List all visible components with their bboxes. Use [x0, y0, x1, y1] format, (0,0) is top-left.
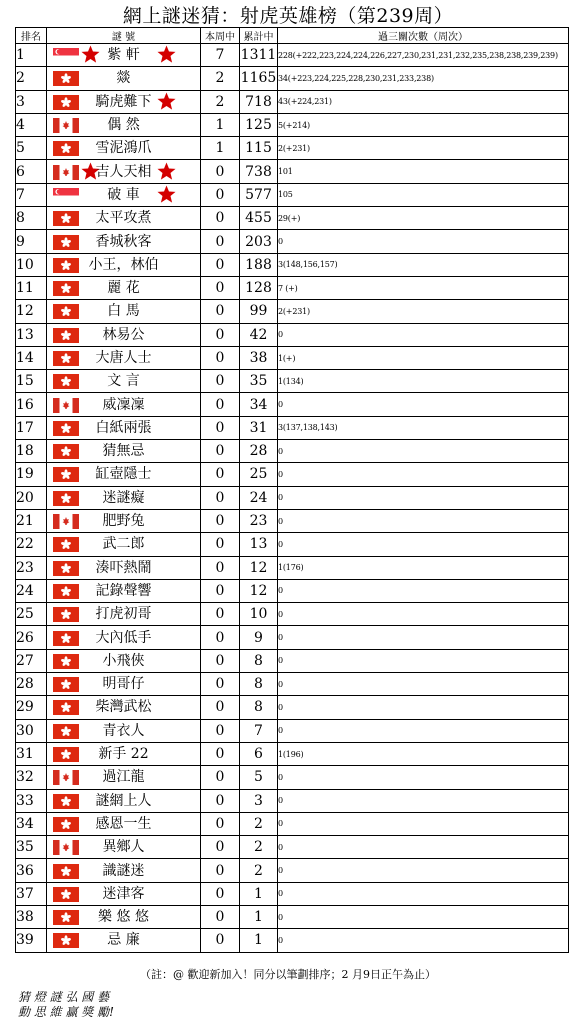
player-name: 忌 廉 — [107, 932, 140, 949]
total-count-cell: 2 — [240, 812, 278, 835]
rank-cell: 7 — [16, 183, 47, 206]
rank-cell: 9 — [16, 230, 47, 253]
rank-cell: 34 — [16, 812, 47, 835]
table-row — [16, 696, 569, 719]
week-count-cell: 0 — [201, 812, 240, 835]
player-cell — [47, 579, 201, 602]
table-row — [16, 859, 569, 882]
week-count-cell: 0 — [201, 207, 240, 230]
week-count-cell: 0 — [201, 579, 240, 602]
history-cell: 0 — [278, 859, 569, 882]
player-cell — [47, 393, 201, 416]
player-name: 青衣人 — [102, 722, 145, 739]
history-cell: 0 — [278, 696, 569, 719]
player-cell — [47, 812, 201, 835]
week-count-cell: 0 — [201, 766, 240, 789]
total-count-cell: 12 — [240, 556, 278, 579]
table-row — [16, 160, 569, 183]
total-count-cell: 577 — [240, 183, 278, 206]
week-count-cell: 0 — [201, 789, 240, 812]
week-count-cell: 0 — [201, 696, 240, 719]
total-count-cell: 38 — [240, 346, 278, 369]
week-count-cell: 0 — [201, 440, 240, 463]
player-cell — [47, 859, 201, 882]
rank-cell: 1 — [16, 44, 47, 67]
week-count-cell: 0 — [201, 742, 240, 765]
rank-cell: 12 — [16, 300, 47, 323]
total-count-cell: 738 — [240, 160, 278, 183]
player-cell — [47, 207, 201, 230]
table-row — [16, 905, 569, 928]
table-row — [16, 440, 569, 463]
total-count-cell: 28 — [240, 440, 278, 463]
history-cell: 0 — [278, 463, 569, 486]
history-cell: 0 — [278, 789, 569, 812]
week-count-cell: 0 — [201, 859, 240, 882]
player-name: 感恩一生 — [95, 815, 152, 832]
player-name: 謎網上人 — [95, 792, 152, 809]
history-cell: 0 — [278, 649, 569, 672]
player-cell — [47, 929, 201, 952]
rank-cell: 24 — [16, 579, 47, 602]
player-cell — [47, 882, 201, 905]
history-cell: 2(+231) — [278, 137, 569, 160]
player-cell — [47, 160, 201, 183]
table-row — [16, 929, 569, 952]
history-cell: 0 — [278, 440, 569, 463]
week-count-cell: 1 — [201, 113, 240, 136]
week-count-cell: 0 — [201, 230, 240, 253]
table-row — [16, 44, 569, 67]
history-cell: 0 — [278, 766, 569, 789]
player-name: 香城秋客 — [95, 233, 152, 250]
header-week: 本周中 — [201, 28, 240, 44]
player-name: 紫 軒 — [107, 47, 140, 64]
player-cell — [47, 509, 201, 532]
table-row — [16, 812, 569, 835]
history-cell: 0 — [278, 393, 569, 416]
player-cell — [47, 90, 201, 113]
player-cell — [47, 556, 201, 579]
header-history: 過三關次數（周次） — [278, 28, 569, 44]
total-count-cell: 718 — [240, 90, 278, 113]
table-row — [16, 230, 569, 253]
rank-cell: 10 — [16, 253, 47, 276]
week-count-cell: 0 — [201, 719, 240, 742]
player-name: 文 言 — [107, 373, 140, 390]
table-header-row — [16, 28, 569, 44]
total-count-cell: 34 — [240, 393, 278, 416]
week-count-cell: 0 — [201, 882, 240, 905]
rank-cell: 3 — [16, 90, 47, 113]
rank-cell: 33 — [16, 789, 47, 812]
rank-cell: 22 — [16, 533, 47, 556]
rank-cell: 14 — [16, 346, 47, 369]
player-cell — [47, 183, 201, 206]
history-cell: 228(+222,223,224,224,226,227,230,231,231,232,235,238,238,239,239) — [278, 44, 569, 67]
history-cell: 3(137,138,143) — [278, 416, 569, 439]
table-row — [16, 370, 569, 393]
player-cell — [47, 766, 201, 789]
player-cell — [47, 67, 201, 90]
table-row — [16, 346, 569, 369]
history-cell: 29(+) — [278, 207, 569, 230]
player-name: 識謎迷 — [102, 862, 145, 879]
history-cell: 0 — [278, 882, 569, 905]
page-title: 網上謎迷猜：射虎英雄榜（第239周） — [122, 5, 454, 27]
week-count-cell: 0 — [201, 393, 240, 416]
slogan-line-1: 猜 燈 謎 弘 國 藝 — [18, 990, 110, 1004]
rank-cell: 23 — [16, 556, 47, 579]
week-count-cell: 0 — [201, 370, 240, 393]
history-cell: 0 — [278, 579, 569, 602]
player-name: 騎虎難下 — [95, 93, 152, 110]
week-count-cell: 0 — [201, 160, 240, 183]
week-count-cell: 0 — [201, 416, 240, 439]
header-name: 謎 號 — [47, 28, 201, 44]
player-name: 打虎初哥 — [95, 606, 152, 623]
player-name: 破 車 — [107, 186, 140, 203]
total-count-cell: 12 — [240, 579, 278, 602]
player-name: 湊吓熱鬧 — [95, 559, 152, 576]
player-name: 太平攻煮 — [95, 210, 152, 227]
player-name: 武二郎 — [102, 536, 145, 553]
total-count-cell: 455 — [240, 207, 278, 230]
table-row — [16, 626, 569, 649]
week-count-cell: 7 — [201, 44, 240, 67]
history-cell: 1(176) — [278, 556, 569, 579]
total-count-cell: 7 — [240, 719, 278, 742]
total-count-cell: 35 — [240, 370, 278, 393]
player-name: 燚 — [116, 70, 131, 87]
player-cell — [47, 370, 201, 393]
total-count-cell: 25 — [240, 463, 278, 486]
history-cell: 0 — [278, 486, 569, 509]
total-count-cell: 115 — [240, 137, 278, 160]
total-count-cell: 42 — [240, 323, 278, 346]
history-cell: 0 — [278, 626, 569, 649]
week-count-cell: 0 — [201, 323, 240, 346]
player-name: 偶 然 — [107, 117, 140, 134]
table-row — [16, 649, 569, 672]
total-count-cell: 2 — [240, 836, 278, 859]
player-cell — [47, 253, 201, 276]
rank-cell: 11 — [16, 276, 47, 299]
player-cell — [47, 276, 201, 299]
player-cell — [47, 323, 201, 346]
table-row — [16, 789, 569, 812]
rank-cell: 4 — [16, 113, 47, 136]
rank-cell: 27 — [16, 649, 47, 672]
table-row — [16, 556, 569, 579]
header-total: 累計中 — [240, 28, 278, 44]
history-cell: 1(+) — [278, 346, 569, 369]
player-cell — [47, 463, 201, 486]
player-name: 大唐人士 — [95, 350, 152, 366]
rank-cell: 21 — [16, 509, 47, 532]
history-cell: 0 — [278, 603, 569, 626]
total-count-cell: 2 — [240, 859, 278, 882]
player-name: 猜無忌 — [102, 443, 145, 460]
total-count-cell: 9 — [240, 626, 278, 649]
table-row — [16, 90, 569, 113]
player-cell — [47, 346, 201, 369]
rank-cell: 39 — [16, 929, 47, 952]
total-count-cell: 1 — [240, 882, 278, 905]
table-row — [16, 579, 569, 602]
rank-cell: 5 — [16, 137, 47, 160]
history-cell: 101 — [278, 160, 569, 183]
history-cell: 0 — [278, 230, 569, 253]
week-count-cell: 0 — [201, 905, 240, 928]
week-count-cell: 0 — [201, 673, 240, 696]
history-cell: 3(148,156,157) — [278, 253, 569, 276]
player-name: 異鄉人 — [102, 839, 145, 856]
table-row — [16, 882, 569, 905]
player-cell — [47, 486, 201, 509]
player-name: 樂 悠 悠 — [98, 909, 149, 926]
week-count-cell: 0 — [201, 183, 240, 206]
player-name: 白紙兩張 — [95, 419, 152, 436]
week-count-cell: 2 — [201, 67, 240, 90]
player-name: 麗 花 — [107, 280, 140, 297]
total-count-cell: 1 — [240, 929, 278, 952]
total-count-cell: 13 — [240, 533, 278, 556]
rank-cell: 18 — [16, 440, 47, 463]
player-name: 明哥仔 — [102, 676, 145, 693]
player-cell — [47, 836, 201, 859]
player-name: 大內低手 — [95, 629, 152, 646]
player-cell — [47, 113, 201, 136]
player-cell — [47, 626, 201, 649]
rank-cell: 20 — [16, 486, 47, 509]
history-cell: 0 — [278, 812, 569, 835]
history-cell: 0 — [278, 323, 569, 346]
total-count-cell: 128 — [240, 276, 278, 299]
rank-cell: 15 — [16, 370, 47, 393]
player-name: 肥野兔 — [102, 513, 145, 530]
rank-cell: 35 — [16, 836, 47, 859]
history-cell: 0 — [278, 905, 569, 928]
player-name: 迷津客 — [102, 885, 145, 902]
week-count-cell: 0 — [201, 300, 240, 323]
week-count-cell: 0 — [201, 346, 240, 369]
table-row — [16, 533, 569, 556]
history-cell: 2(+231) — [278, 300, 569, 323]
player-name: 記錄聲響 — [95, 582, 152, 599]
total-count-cell: 203 — [240, 230, 278, 253]
rank-cell: 31 — [16, 742, 47, 765]
rank-cell: 28 — [16, 673, 47, 696]
history-cell: 0 — [278, 673, 569, 696]
week-count-cell: 0 — [201, 556, 240, 579]
table-row — [16, 323, 569, 346]
rank-cell: 26 — [16, 626, 47, 649]
table-row — [16, 137, 569, 160]
history-cell: 0 — [278, 719, 569, 742]
week-count-cell: 0 — [201, 253, 240, 276]
total-count-cell: 6 — [240, 742, 278, 765]
total-count-cell: 1311 — [240, 44, 278, 67]
total-count-cell: 24 — [240, 486, 278, 509]
player-cell — [47, 533, 201, 556]
player-cell — [47, 603, 201, 626]
total-count-cell: 99 — [240, 300, 278, 323]
rank-cell: 17 — [16, 416, 47, 439]
total-count-cell: 10 — [240, 603, 278, 626]
player-cell — [47, 230, 201, 253]
player-name: 過江龍 — [102, 769, 145, 786]
week-count-cell: 0 — [201, 533, 240, 556]
history-cell: 0 — [278, 929, 569, 952]
total-count-cell: 125 — [240, 113, 278, 136]
table-row — [16, 766, 569, 789]
player-cell — [47, 416, 201, 439]
history-cell: 5(+214) — [278, 113, 569, 136]
rank-cell: 2 — [16, 67, 47, 90]
history-cell: 1(196) — [278, 742, 569, 765]
week-count-cell: 2 — [201, 90, 240, 113]
rank-cell: 25 — [16, 603, 47, 626]
table-row — [16, 463, 569, 486]
history-cell: 105 — [278, 183, 569, 206]
player-cell — [47, 719, 201, 742]
history-cell: 0 — [278, 533, 569, 556]
rank-cell: 30 — [16, 719, 47, 742]
total-count-cell: 8 — [240, 696, 278, 719]
week-count-cell: 0 — [201, 626, 240, 649]
player-name: 新手 22 — [98, 746, 149, 763]
history-cell: 34(+223,224,225,228,230,231,233,238) — [278, 67, 569, 90]
total-count-cell: 8 — [240, 673, 278, 696]
table-row — [16, 673, 569, 696]
header-rank: 排名 — [16, 28, 47, 44]
player-cell — [47, 696, 201, 719]
total-count-cell: 23 — [240, 509, 278, 532]
player-cell — [47, 673, 201, 696]
player-name: 迷謎癡 — [102, 489, 145, 506]
rank-cell: 13 — [16, 323, 47, 346]
player-cell — [47, 789, 201, 812]
table-row — [16, 486, 569, 509]
table-row — [16, 207, 569, 230]
rank-cell: 29 — [16, 696, 47, 719]
player-cell — [47, 905, 201, 928]
week-count-cell: 0 — [201, 486, 240, 509]
rank-cell: 37 — [16, 882, 47, 905]
slogan-line-2: 動 思 維 贏 獎 勵! — [18, 1005, 114, 1019]
rank-cell: 19 — [16, 463, 47, 486]
week-count-cell: 0 — [201, 929, 240, 952]
table-row — [16, 276, 569, 299]
week-count-cell: 0 — [201, 603, 240, 626]
player-name: 缸壺隱士 — [95, 466, 152, 483]
player-cell — [47, 44, 201, 67]
rank-cell: 6 — [16, 160, 47, 183]
table-row — [16, 836, 569, 859]
table-row — [16, 509, 569, 532]
table-row — [16, 253, 569, 276]
history-cell: 43(+224,231) — [278, 90, 569, 113]
history-cell: 0 — [278, 836, 569, 859]
table-row — [16, 300, 569, 323]
rank-cell: 32 — [16, 766, 47, 789]
table-row — [16, 742, 569, 765]
total-count-cell: 8 — [240, 649, 278, 672]
table-row — [16, 603, 569, 626]
week-count-cell: 0 — [201, 276, 240, 299]
week-count-cell: 0 — [201, 463, 240, 486]
total-count-cell: 3 — [240, 789, 278, 812]
total-count-cell: 1165 — [240, 67, 278, 90]
week-count-cell: 0 — [201, 509, 240, 532]
week-count-cell: 0 — [201, 649, 240, 672]
player-name: 白 馬 — [107, 303, 140, 320]
table-row — [16, 393, 569, 416]
week-count-cell: 0 — [201, 836, 240, 859]
rank-cell: 36 — [16, 859, 47, 882]
total-count-cell: 1 — [240, 905, 278, 928]
total-count-cell: 5 — [240, 766, 278, 789]
total-count-cell: 31 — [240, 416, 278, 439]
player-name: 小王，林伯 — [88, 256, 159, 273]
player-name: 吉人天相 — [95, 163, 152, 180]
rank-cell: 38 — [16, 905, 47, 928]
history-cell: 0 — [278, 509, 569, 532]
player-cell — [47, 649, 201, 672]
player-name: 小飛俠 — [102, 652, 145, 669]
player-cell — [47, 137, 201, 160]
history-cell: 1(134) — [278, 370, 569, 393]
player-name: 雪泥鴻爪 — [95, 140, 152, 157]
table-row — [16, 719, 569, 742]
leaderboard-table — [15, 27, 569, 953]
rank-cell: 16 — [16, 393, 47, 416]
table-row — [16, 416, 569, 439]
total-count-cell: 188 — [240, 253, 278, 276]
player-name: 威凜凜 — [102, 396, 145, 413]
player-name: 柴灣武松 — [95, 699, 152, 716]
rank-cell: 8 — [16, 207, 47, 230]
player-cell — [47, 300, 201, 323]
footer-note: （註：@ 歡迎新加入！同分以筆劃排序；2 月9日正午為止） — [140, 968, 436, 981]
table-row — [16, 113, 569, 136]
player-cell — [47, 440, 201, 463]
week-count-cell: 1 — [201, 137, 240, 160]
player-name: 林易公 — [102, 326, 145, 343]
table-row — [16, 67, 569, 90]
player-cell — [47, 742, 201, 765]
table-row — [16, 183, 569, 206]
history-cell: 7 (+) — [278, 276, 569, 299]
